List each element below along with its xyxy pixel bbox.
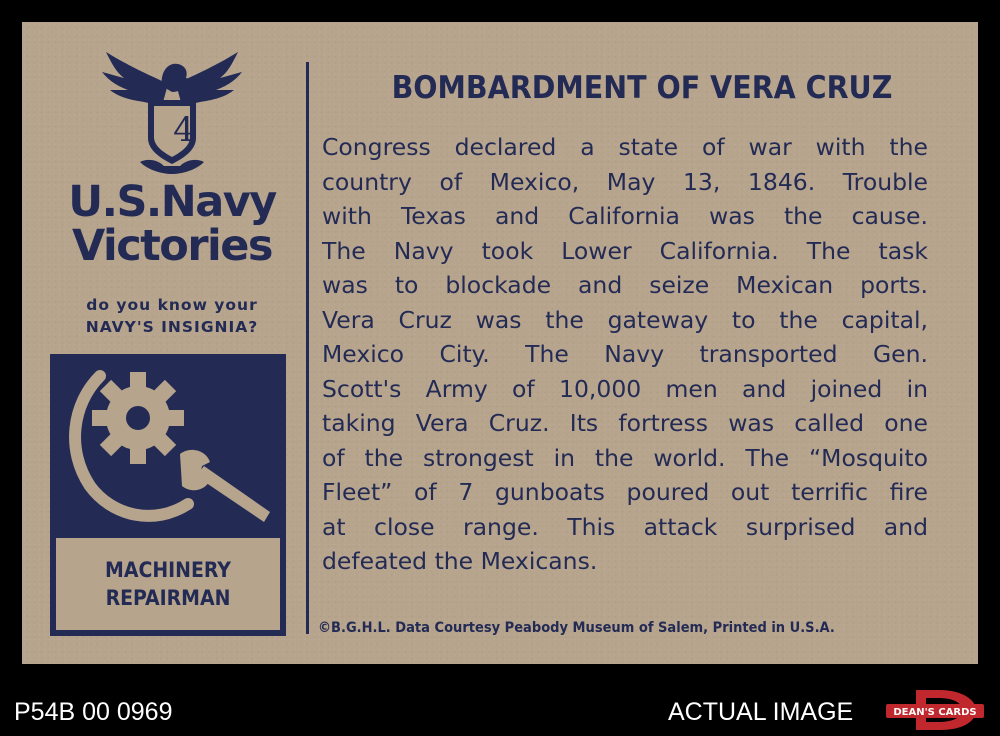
series-title bbox=[56, 177, 288, 271]
body-line: Scott's Army of 10,000 men and joined in bbox=[322, 374, 928, 403]
vertical-divider bbox=[306, 62, 309, 634]
card-title: BOMBARDMENT OF VERA CRUZ bbox=[391, 70, 893, 106]
gear-and-wrench-icon bbox=[50, 354, 286, 534]
body-line: was to blockade and seize Mexican ports. bbox=[322, 271, 928, 299]
body-line: Mexico City. The Navy transported Gen. bbox=[322, 340, 928, 368]
series-title-line: U.S.Navy bbox=[68, 177, 276, 227]
question-line: NAVY'S INSIGNIA? bbox=[85, 318, 259, 336]
rating-label-box bbox=[56, 538, 280, 630]
body-line: country of Mexico, May 13, 1846. Trouble bbox=[322, 167, 928, 196]
rating-label: REPAIRMAN bbox=[105, 586, 231, 610]
card-number: 4 bbox=[173, 110, 195, 150]
body-line: Vera Cruz was the gateway to the capital, bbox=[322, 305, 928, 334]
body-line: defeated the Mexicans. bbox=[322, 547, 598, 575]
deans-cards-logo bbox=[882, 688, 988, 732]
body-line: taking Vera Cruz. Its fortress was called one bbox=[322, 409, 928, 437]
series-title-line: Victories bbox=[71, 221, 273, 271]
insignia-panel bbox=[50, 354, 286, 636]
body-line: Congress declared a state of war with the bbox=[322, 133, 928, 161]
trading-card-back bbox=[22, 22, 978, 664]
svg-text:DEAN'S CARDS: DEAN'S CARDS bbox=[893, 707, 977, 718]
rating-label: MACHINERY bbox=[105, 558, 231, 582]
body-line: with Texas and California was the cause. bbox=[322, 202, 928, 230]
copyright-credit: ©B.G.H.L. Data Courtesy Peabody Museum of Salem, Printed in U.S.A. bbox=[318, 620, 835, 636]
card-body-text bbox=[322, 130, 928, 579]
cert-number: P54B 00 0969 bbox=[14, 698, 173, 726]
actual-image-label: ACTUAL IMAGE bbox=[668, 698, 854, 726]
question-line: do you know your bbox=[86, 296, 258, 314]
body-line: of the strongest in the world. The “Mosquito bbox=[322, 443, 928, 472]
body-line: at close range. This attack surprised and bbox=[322, 512, 928, 541]
body-line: Fleet” of 7 gunboats poured out terrific fire bbox=[322, 478, 928, 506]
body-line: The Navy took Lower California. The task bbox=[322, 236, 928, 265]
insignia-question bbox=[52, 294, 292, 338]
